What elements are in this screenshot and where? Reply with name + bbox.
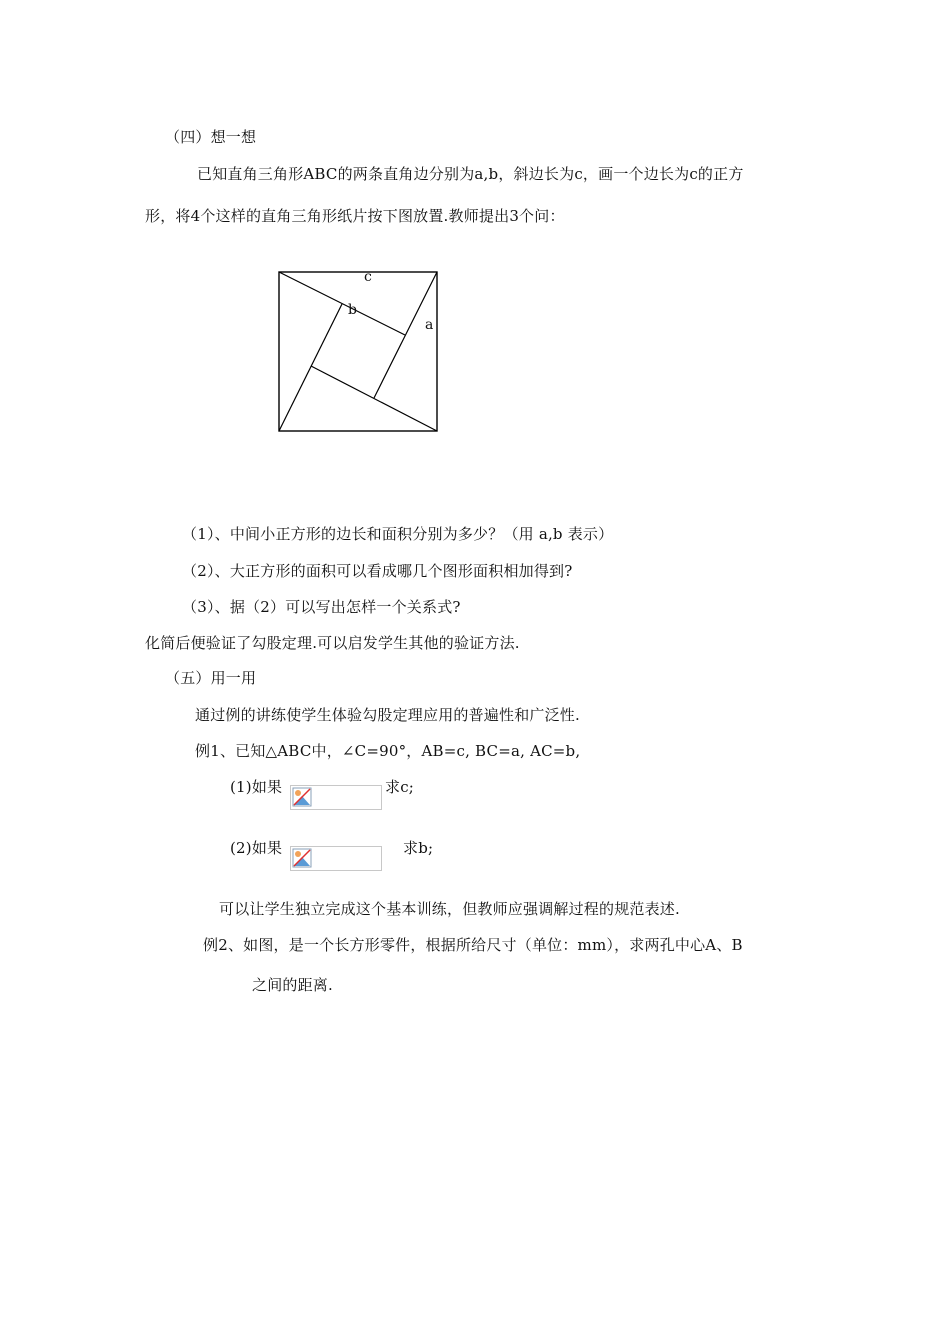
example-1-part-2-suffix: 求b; [403, 839, 434, 857]
question-3: （3）、据（2）可以写出怎样一个关系式? [182, 598, 461, 616]
triangle-edge-left [279, 304, 342, 431]
section-5-heading: （五）用一用 [165, 669, 257, 687]
teacher-note: 可以让学生独立完成这个基本训练，但教师应强调解过程的规范表述. [219, 900, 680, 918]
example-1-part-2-prefix: (2)如果 [230, 839, 283, 857]
formula-image-2 [290, 846, 382, 871]
triangle-edge-right [374, 272, 437, 398]
triangle-edge-bottom [311, 366, 437, 431]
question-2: （2）、大正方形的面积可以看成哪几个图形面积相加得到? [182, 562, 573, 580]
example-1-part-1-prefix: (1)如果 [230, 778, 283, 796]
formula-image-1 [290, 785, 382, 810]
diagram-label-a: a [425, 317, 434, 333]
diagram-label-c: c [364, 269, 372, 285]
diagram-label-b: b [348, 302, 357, 318]
question-1: （1）、中间小正方形的边长和面积分别为多少？（用 a,b 表示） [182, 525, 614, 543]
broken-image-icon [292, 848, 312, 868]
section-4-heading: （四）想一想 [165, 128, 257, 146]
example-1-part-1-suffix: 求c; [385, 778, 415, 796]
pythagoras-square-diagram [278, 270, 440, 434]
broken-image-icon [292, 787, 312, 807]
example-2-line-1: 例2、如图，是一个长方形零件，根据所给尺寸（单位：mm），求两孔中心A、B [203, 936, 743, 954]
outer-square [279, 269, 437, 431]
conclusion-text: 化简后便验证了勾股定理.可以启发学生其他的验证方法. [145, 634, 520, 652]
example-2-line-2: 之间的距离. [252, 976, 333, 994]
diagram-svg [278, 270, 440, 434]
section-5-intro: 通过例的讲练使学生体验勾股定理应用的普遍性和广泛性. [195, 706, 580, 724]
section-4-paragraph-line-1: 已知直角三角形ABC的两条直角边分别为a,b，斜边长为c，画一个边长为c的正方 [197, 165, 744, 183]
triangle-edge-top [279, 269, 405, 335]
example-1-statement: 例1、已知△ABC中，∠C=90°，AB=c, BC=a, AC=b, [195, 742, 581, 760]
section-4-paragraph-line-2: 形，将4个这样的直角三角形纸片按下图放置.教师提出3个问： [145, 207, 565, 225]
